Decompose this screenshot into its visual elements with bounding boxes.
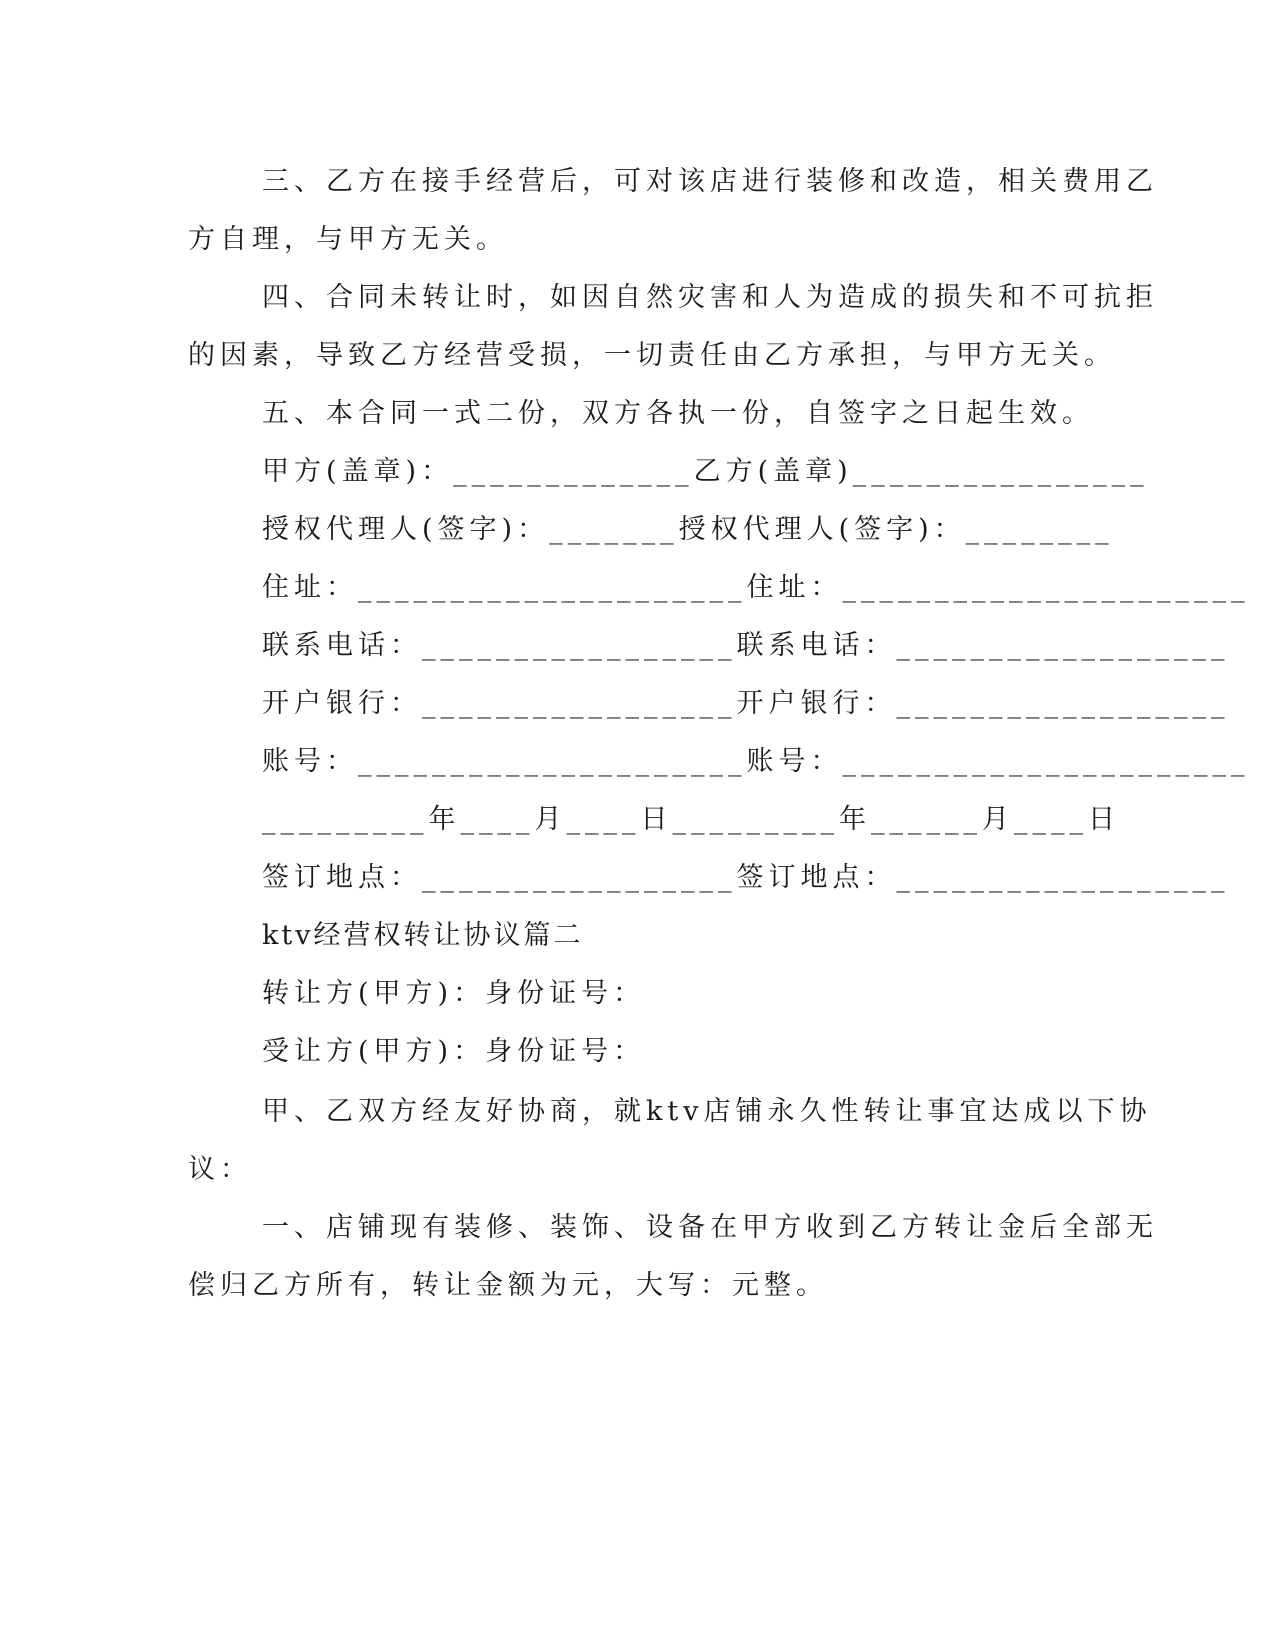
section-heading: ktv经营权转让协议篇二 [262, 920, 584, 951]
phone-line: 联系电话：_________________联系电话：__________________ [262, 630, 1230, 661]
clause-4-line-2: 的因素，导致乙方经营受损，一切责任由乙方承担，与甲方无关。 [188, 340, 1116, 371]
date-line: _________年____月____日_________年______月____日 [262, 804, 1120, 835]
clause-4-line-1: 四、合同未转让时，如因自然灾害和人为造成的损失和不可抗拒 [262, 282, 1158, 313]
clause-1-line-2: 偿归乙方所有，转让金额为元，大写：元整。 [188, 1270, 828, 1301]
address-line: 住址：_____________________住址：______________________ [262, 572, 1250, 603]
bank-line: 开户银行：_________________开户银行：__________________ [262, 688, 1230, 719]
agreement-intro-line-1: 甲、乙双方经友好协商，就ktv店铺永久性转让事宜达成以下协 [262, 1096, 1152, 1127]
party-seal-line: 甲方(盖章)：_____________乙方(盖章)________________ [262, 456, 1149, 487]
agent-signature-line: 授权代理人(签字)：_______授权代理人(签字)：________ [262, 514, 1114, 545]
clause-3-line-2: 方自理，与甲方无关。 [188, 224, 508, 255]
clause-3-line-1: 三、乙方在接手经营后，可对该店进行装修和改造，相关费用乙 [262, 166, 1158, 197]
clause-1-line-1: 一、店铺现有装修、装饰、设备在甲方收到乙方转让金后全部无 [262, 1212, 1158, 1243]
agreement-intro-line-2: 议： [188, 1154, 252, 1185]
clause-5-line: 五、本合同一式二份，双方各执一份，自签字之日起生效。 [262, 398, 1094, 429]
transferee-line: 受让方(甲方)：身份证号： [262, 1036, 646, 1067]
account-line: 账号：_____________________账号：______________________ [262, 746, 1250, 777]
transferor-line: 转让方(甲方)：身份证号： [262, 978, 646, 1009]
signing-place-line: 签订地点：_________________签订地点：__________________ [262, 862, 1230, 893]
